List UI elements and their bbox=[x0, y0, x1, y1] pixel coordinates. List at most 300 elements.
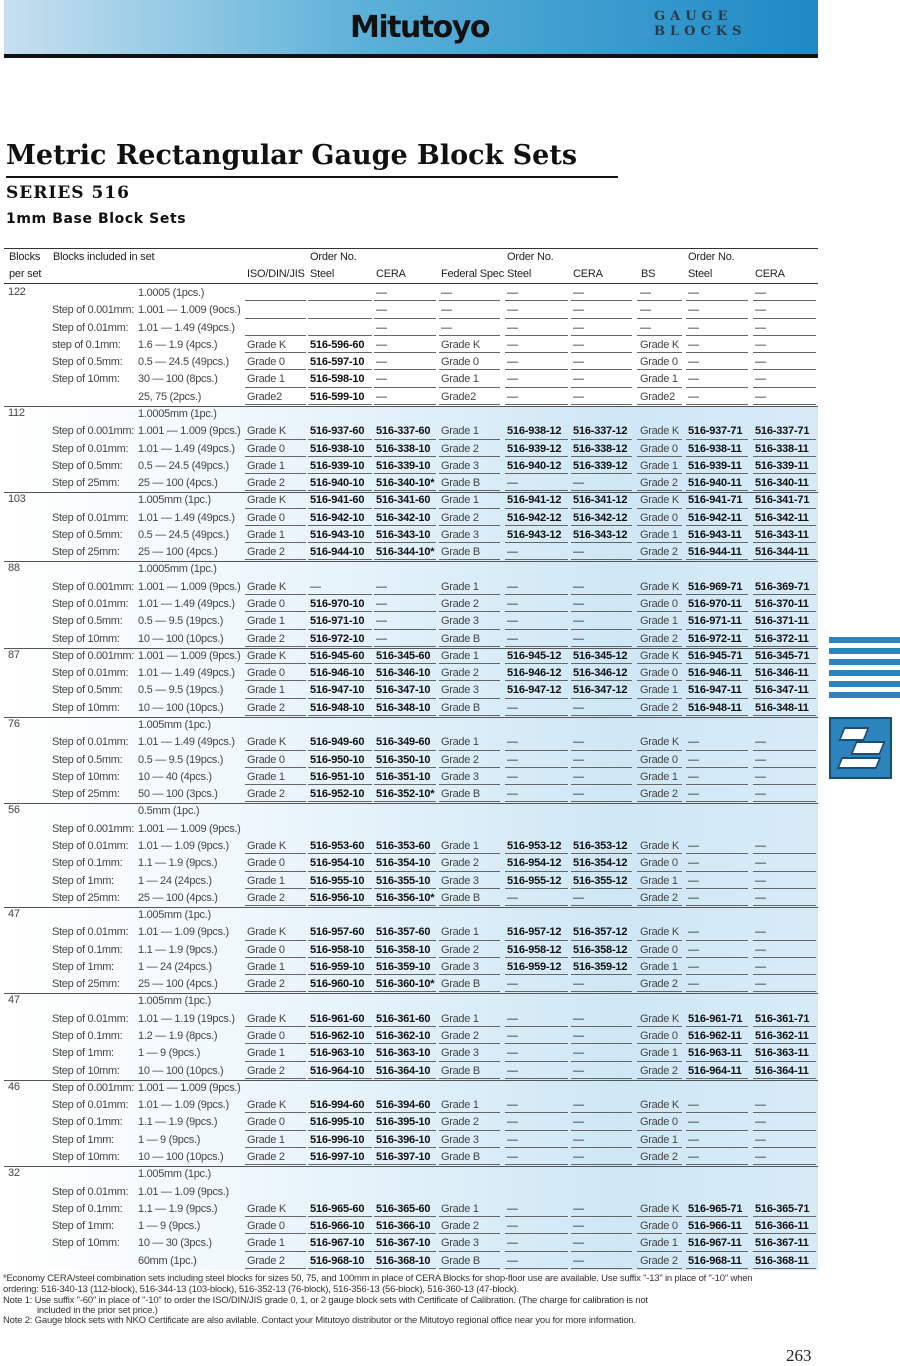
cell-underline bbox=[439, 1147, 500, 1148]
cell-underline bbox=[439, 611, 500, 612]
table-cell: 516-959-10 bbox=[310, 960, 365, 973]
footnote-economy: *Economy CERA/steel combination sets including steel blocks for sizes 50, 75, and 100mm in place of CERA Blocks for shop-floor use are available. Use suffix "-13" in place of "-10" when bbox=[3, 1273, 753, 1284]
table-cell: Grade 1 bbox=[441, 1202, 479, 1215]
table-cell: 516-364-11 bbox=[755, 1064, 809, 1077]
cell-underline bbox=[245, 1130, 306, 1131]
cell-underline bbox=[686, 1216, 748, 1217]
group-separator bbox=[4, 907, 818, 908]
cell-underline bbox=[245, 784, 306, 785]
cell-underline bbox=[637, 1233, 682, 1234]
table-cell: Grade 2 bbox=[640, 978, 678, 991]
table-cell: Grade K bbox=[247, 736, 286, 749]
table-cell: Grade 1 bbox=[441, 373, 479, 386]
table-cell: Grade 0 bbox=[247, 667, 285, 680]
cell-underline bbox=[686, 439, 748, 440]
table-cell: Step of 0.01mm: bbox=[52, 839, 129, 852]
table-cell: — bbox=[507, 891, 518, 904]
cell-underline bbox=[374, 352, 436, 353]
cell-underline bbox=[439, 508, 500, 509]
table-cell: 1.001 — 1.009 (9pcs.) bbox=[138, 425, 241, 438]
cell-underline bbox=[637, 888, 682, 889]
table-cell: — bbox=[573, 1237, 584, 1250]
cell-underline bbox=[308, 871, 372, 872]
table-cell: — bbox=[441, 287, 452, 299]
table-cell: — bbox=[755, 321, 766, 334]
cell-underline bbox=[571, 1026, 632, 1027]
cell-underline bbox=[245, 1112, 306, 1113]
subtitle: 1mm Base Block Sets bbox=[6, 211, 187, 227]
table-cell: Step of 25mm: bbox=[52, 546, 120, 559]
table-cell: — bbox=[688, 356, 699, 369]
table-cell: 516-953-12 bbox=[507, 839, 562, 852]
table-cell: Grade 0 bbox=[640, 356, 678, 369]
cell-underline bbox=[753, 1078, 816, 1079]
cell-underline bbox=[686, 871, 748, 872]
header-federal-spec: Federal Spec bbox=[441, 268, 505, 280]
table-cell: Step of 0.01mm: bbox=[52, 926, 129, 939]
blocks-per-set-count: 103 bbox=[8, 493, 26, 506]
cell-underline bbox=[374, 784, 436, 785]
cell-underline bbox=[245, 473, 306, 474]
cell-underline bbox=[308, 784, 372, 785]
table-cell: 1.01 — 1.49 (49pcs.) bbox=[138, 442, 235, 455]
cell-underline bbox=[753, 1233, 816, 1234]
table-cell: Grade 0 bbox=[640, 1220, 678, 1233]
cell-underline bbox=[439, 594, 500, 595]
table-cell: — bbox=[507, 788, 518, 801]
header-cera-bs: CERA bbox=[755, 268, 785, 280]
cell-underline bbox=[571, 369, 632, 370]
cell-underline bbox=[245, 525, 306, 526]
table-cell: Grade B bbox=[441, 1064, 480, 1077]
cell-underline bbox=[686, 974, 748, 975]
table-cell: Grade 2 bbox=[640, 546, 678, 559]
table-cell: — bbox=[688, 287, 699, 299]
table-cell: 516-971-10 bbox=[310, 615, 365, 628]
table-cell: 516-942-12 bbox=[507, 511, 562, 524]
table-cell: Grade 2 bbox=[247, 1151, 285, 1163]
table-cell: — bbox=[573, 304, 584, 317]
cell-underline bbox=[686, 1130, 748, 1131]
table-cell: Grade B bbox=[441, 546, 480, 559]
cell-underline bbox=[753, 594, 816, 595]
cell-underline bbox=[308, 957, 372, 958]
table-cell: Grade 2 bbox=[247, 546, 285, 559]
table-cell: 516-947-12 bbox=[507, 684, 562, 697]
cell-underline bbox=[308, 559, 372, 560]
table-cell: 516-371-11 bbox=[755, 615, 809, 628]
table-cell: 516-361-60 bbox=[376, 1012, 431, 1025]
cell-underline bbox=[308, 490, 372, 491]
cell-underline bbox=[637, 369, 682, 370]
table-cell: 516-350-10 bbox=[376, 753, 431, 766]
cell-underline bbox=[374, 715, 436, 716]
cell-underline bbox=[686, 663, 748, 664]
table-cell: Grade 3 bbox=[441, 960, 479, 973]
cell-underline bbox=[374, 439, 436, 440]
cell-underline bbox=[308, 715, 372, 716]
cell-underline bbox=[753, 957, 816, 958]
table-cell: 516-347-12 bbox=[573, 684, 628, 697]
table-cell: 516-968-11 bbox=[688, 1254, 742, 1267]
cell-underline bbox=[571, 1061, 632, 1062]
table-cell: 516-367-10 bbox=[376, 1237, 431, 1250]
table-cell: 1.005mm (1pc.) bbox=[138, 909, 211, 922]
cell-underline bbox=[374, 991, 436, 992]
cell-underline bbox=[753, 646, 816, 647]
table-cell: 1.001 — 1.009 (9pcs.) bbox=[138, 649, 241, 662]
table-cell: 516-341-60 bbox=[376, 494, 431, 507]
cell-underline bbox=[571, 490, 632, 491]
cell-underline bbox=[686, 1251, 748, 1252]
cell-underline bbox=[245, 1233, 306, 1234]
table-cell: — bbox=[376, 632, 387, 645]
header-banner bbox=[4, 0, 818, 58]
table-cell: 1.1 — 1.9 (9pcs.) bbox=[138, 857, 218, 870]
table-cell: Grade 2 bbox=[640, 891, 678, 904]
table-cell: 516-947-11 bbox=[688, 684, 742, 697]
blocks-per-set-count: 46 bbox=[8, 1080, 20, 1093]
cell-underline bbox=[245, 542, 306, 543]
table-cell: Step of 1mm: bbox=[52, 960, 114, 973]
table-cell: Grade 2 bbox=[441, 667, 479, 680]
cell-underline bbox=[439, 1112, 500, 1113]
cell-underline bbox=[439, 680, 500, 681]
table-cell: 516-345-60 bbox=[376, 649, 431, 662]
cell-underline bbox=[308, 300, 372, 301]
cell-underline bbox=[686, 784, 748, 785]
cell-underline bbox=[753, 404, 816, 405]
table-cell: 516-337-71 bbox=[755, 425, 810, 438]
table-cell: — bbox=[573, 1254, 584, 1267]
cell-underline bbox=[753, 542, 816, 543]
cell-underline bbox=[439, 456, 500, 457]
cell-underline bbox=[753, 318, 816, 319]
cell-underline bbox=[686, 957, 748, 958]
table-cell: 516-339-10 bbox=[376, 459, 431, 472]
table-cell: — bbox=[573, 1012, 584, 1025]
header-bs: BS bbox=[641, 268, 656, 280]
table-cell: — bbox=[376, 356, 387, 369]
cell-underline bbox=[686, 559, 748, 560]
cell-underline bbox=[505, 387, 568, 388]
table-cell: 516-347-10 bbox=[376, 684, 431, 697]
cell-underline bbox=[571, 525, 632, 526]
cell-underline bbox=[505, 871, 568, 872]
cell-underline bbox=[505, 680, 568, 681]
table-cell: Grade 1 bbox=[247, 615, 285, 628]
table-cell: Grade 1 bbox=[247, 684, 285, 697]
table-cell: Grade2 bbox=[441, 390, 476, 403]
table-cell: Grade 0 bbox=[640, 598, 678, 611]
table-cell: — bbox=[573, 598, 584, 611]
table-cell: — bbox=[507, 304, 518, 317]
table-cell: 516-395-10 bbox=[376, 1116, 431, 1129]
cell-underline bbox=[308, 888, 372, 889]
cell-underline bbox=[637, 698, 682, 699]
cell-underline bbox=[686, 801, 748, 802]
cell-underline bbox=[686, 542, 748, 543]
cell-underline bbox=[505, 439, 568, 440]
cell-underline bbox=[245, 750, 306, 751]
cell-underline bbox=[439, 1233, 500, 1234]
table-cell: Grade 2 bbox=[640, 477, 678, 490]
table-cell: 516-354-12 bbox=[573, 857, 628, 870]
table-cell: 516-962-11 bbox=[688, 1030, 742, 1043]
cell-underline bbox=[439, 871, 500, 872]
header-cera-federal: CERA bbox=[573, 268, 603, 280]
table-cell: 516-945-12 bbox=[507, 649, 562, 662]
table-cell: 516-939-11 bbox=[688, 459, 742, 472]
section-tag: GAUGE BLOCKS bbox=[654, 9, 747, 39]
cell-underline bbox=[571, 646, 632, 647]
cell-underline bbox=[686, 646, 748, 647]
table-cell: 516-363-10 bbox=[376, 1047, 431, 1060]
table-cell: 516-966-11 bbox=[688, 1220, 742, 1233]
group-separator bbox=[4, 492, 818, 493]
table-cell: 516-394-60 bbox=[376, 1099, 431, 1112]
table-cell: 1 — 24 (24pcs.) bbox=[138, 874, 212, 887]
cell-underline bbox=[637, 542, 682, 543]
table-cell: Grade 0 bbox=[247, 1220, 285, 1233]
table-cell: — bbox=[755, 788, 766, 801]
table-cell: 516-956-10 bbox=[310, 891, 365, 904]
cell-underline bbox=[245, 335, 306, 336]
cell-underline bbox=[245, 663, 306, 664]
cell-underline bbox=[374, 559, 436, 560]
cell-underline bbox=[245, 767, 306, 768]
cell-underline bbox=[753, 1061, 816, 1062]
table-cell: 1.005mm (1pc.) bbox=[138, 719, 211, 731]
table-cell: 516-938-10 bbox=[310, 442, 365, 455]
table-cell: 516-347-11 bbox=[755, 684, 809, 697]
table-cell: — bbox=[573, 1202, 584, 1215]
table-cell: 516-946-10 bbox=[310, 667, 365, 680]
cell-underline bbox=[637, 611, 682, 612]
table-cell: 516-957-12 bbox=[507, 926, 562, 939]
table-header-rule-top bbox=[4, 248, 818, 249]
table-cell: 516-344-10* bbox=[376, 546, 435, 559]
table-cell: Grade 2 bbox=[441, 857, 479, 870]
table-cell: — bbox=[755, 770, 766, 783]
cell-underline bbox=[753, 991, 816, 992]
table-cell: 516-397-10 bbox=[376, 1151, 431, 1163]
table-cell: Grade K bbox=[247, 649, 286, 662]
table-cell: Grade 1 bbox=[640, 684, 678, 697]
table-cell: 516-353-60 bbox=[376, 839, 431, 852]
table-cell: Step of 0.1mm: bbox=[52, 1116, 123, 1129]
table-cell: — bbox=[573, 1047, 584, 1060]
table-cell: Step of 25mm: bbox=[52, 788, 120, 801]
cell-underline bbox=[439, 439, 500, 440]
table-cell: — bbox=[755, 1133, 766, 1146]
table-header-rule-bottom bbox=[4, 283, 818, 284]
cell-underline bbox=[571, 853, 632, 854]
cell-underline bbox=[374, 905, 436, 906]
cell-underline bbox=[637, 1061, 682, 1062]
table-cell: — bbox=[755, 304, 766, 317]
cell-underline bbox=[753, 559, 816, 560]
cell-underline bbox=[686, 767, 748, 768]
table-cell: 516-952-10 bbox=[310, 788, 365, 801]
table-cell: — bbox=[507, 287, 518, 299]
cell-underline bbox=[308, 1216, 372, 1217]
cell-underline bbox=[439, 629, 500, 630]
table-cell: 516-598-10 bbox=[310, 373, 365, 386]
cell-underline bbox=[374, 1043, 436, 1044]
cell-underline bbox=[637, 387, 682, 388]
table-cell: 516-941-71 bbox=[688, 494, 743, 507]
group-separator bbox=[4, 561, 818, 562]
cell-underline bbox=[245, 439, 306, 440]
cell-underline bbox=[308, 1164, 372, 1165]
cell-underline bbox=[505, 784, 568, 785]
cell-underline bbox=[374, 1233, 436, 1234]
cell-underline bbox=[753, 352, 816, 353]
cell-underline bbox=[308, 663, 372, 664]
table-cell: Step of 0.01mm: bbox=[52, 1012, 129, 1025]
cell-underline bbox=[686, 715, 748, 716]
group-separator bbox=[4, 717, 818, 718]
cell-underline bbox=[637, 629, 682, 630]
table-cell: — bbox=[507, 321, 518, 334]
table-cell: 516-940-12 bbox=[507, 459, 562, 472]
cell-underline bbox=[637, 1251, 682, 1252]
table-cell: 516-959-12 bbox=[507, 960, 562, 973]
table-cell: — bbox=[688, 304, 699, 317]
cell-underline bbox=[505, 698, 568, 699]
cell-underline bbox=[571, 439, 632, 440]
cell-underline bbox=[637, 525, 682, 526]
table-cell: 30 — 100 (8pcs.) bbox=[138, 373, 218, 386]
cell-underline bbox=[637, 957, 682, 958]
cell-underline bbox=[505, 853, 568, 854]
cell-underline bbox=[571, 750, 632, 751]
cell-underline bbox=[374, 490, 436, 491]
cell-underline bbox=[571, 1268, 632, 1269]
table-cell: 516-958-12 bbox=[507, 943, 562, 956]
table-cell: Grade 0 bbox=[247, 511, 285, 524]
cell-underline bbox=[686, 473, 748, 474]
cell-underline bbox=[637, 473, 682, 474]
cell-underline bbox=[245, 698, 306, 699]
table-cell: 516-938-12 bbox=[507, 425, 562, 438]
cell-underline bbox=[245, 940, 306, 941]
cell-underline bbox=[637, 594, 682, 595]
table-cell: 25, 75 (2pcs.) bbox=[138, 390, 202, 403]
table-cell: 1.01 — 1.09 (9pcs.) bbox=[138, 926, 229, 939]
cell-underline bbox=[245, 629, 306, 630]
cell-underline bbox=[571, 957, 632, 958]
cell-underline bbox=[439, 300, 500, 301]
table-cell: — bbox=[755, 390, 766, 403]
cell-underline bbox=[308, 1078, 372, 1079]
table-cell: 1.001 — 1.009 (9pcs.) bbox=[138, 1081, 241, 1094]
cell-underline bbox=[374, 594, 436, 595]
table-cell: — bbox=[376, 598, 387, 611]
table-cell: 1.005mm (1pc.) bbox=[138, 494, 211, 507]
table-cell: — bbox=[507, 1012, 518, 1025]
cell-underline bbox=[505, 974, 568, 975]
cell-underline bbox=[637, 559, 682, 560]
table-cell: 60mm (1pc.) bbox=[138, 1254, 197, 1267]
cell-underline bbox=[637, 318, 682, 319]
table-cell: — bbox=[755, 753, 766, 766]
table-cell: Grade 2 bbox=[247, 978, 285, 991]
cell-underline bbox=[686, 853, 748, 854]
cell-underline bbox=[686, 318, 748, 319]
cell-underline bbox=[374, 387, 436, 388]
table-cell: 516-370-11 bbox=[755, 598, 809, 611]
table-cell: Step of 10mm: bbox=[52, 701, 120, 714]
table-cell: Grade 2 bbox=[247, 632, 285, 645]
cell-underline bbox=[686, 525, 748, 526]
table-cell: 0.5 — 24.5 (49pcs.) bbox=[138, 459, 229, 472]
table-cell: Step of 0.01mm: bbox=[52, 736, 129, 749]
table-cell: Step of 0.5mm: bbox=[52, 615, 123, 628]
table-cell: Grade 0 bbox=[640, 753, 678, 766]
table-cell: Step of 0.5mm: bbox=[52, 459, 123, 472]
group-separator bbox=[4, 648, 818, 649]
cell-underline bbox=[308, 473, 372, 474]
table-cell: — bbox=[573, 978, 584, 991]
table-cell: Grade 1 bbox=[640, 770, 678, 783]
table-cell: Grade 0 bbox=[247, 356, 285, 369]
cell-underline bbox=[308, 508, 372, 509]
table-cell: 516-940-11 bbox=[688, 477, 742, 490]
table-cell: 1 — 9 (9pcs.) bbox=[138, 1133, 201, 1146]
table-cell: 1.01 — 1.49 (49pcs.) bbox=[138, 598, 235, 611]
cell-underline bbox=[571, 698, 632, 699]
table-cell: Grade 2 bbox=[247, 477, 285, 490]
cell-underline bbox=[374, 1061, 436, 1062]
table-cell: Grade 2 bbox=[247, 891, 285, 904]
table-cell: — bbox=[688, 338, 699, 351]
cell-underline bbox=[374, 473, 436, 474]
table-cell: 516-396-10 bbox=[376, 1133, 431, 1146]
table-cell: 516-966-10 bbox=[310, 1220, 365, 1233]
cell-underline bbox=[308, 1130, 372, 1131]
table-cell: 516-963-10 bbox=[310, 1047, 365, 1060]
cell-underline bbox=[753, 1251, 816, 1252]
table-cell: 516-961-60 bbox=[310, 1012, 365, 1025]
table-cell: 516-355-12 bbox=[573, 874, 628, 887]
cell-underline bbox=[505, 490, 568, 491]
cell-underline bbox=[686, 940, 748, 941]
table-cell: Step of 1mm: bbox=[52, 1047, 114, 1060]
table-cell: Grade 2 bbox=[441, 1220, 479, 1233]
table-cell: Grade 1 bbox=[640, 528, 678, 541]
table-cell: Grade 3 bbox=[441, 770, 479, 783]
table-cell: Step of 0.5mm: bbox=[52, 356, 123, 369]
table-cell: 516-365-60 bbox=[376, 1202, 431, 1215]
cell-underline bbox=[308, 1268, 372, 1269]
table-cell: Step of 25mm: bbox=[52, 978, 120, 991]
cell-underline bbox=[571, 404, 632, 405]
table-cell: 516-940-10 bbox=[310, 477, 365, 490]
table-cell: Step of 0.01mm: bbox=[52, 511, 129, 524]
table-cell: Grade 2 bbox=[247, 1064, 285, 1077]
cell-underline bbox=[753, 680, 816, 681]
table-cell: — bbox=[376, 373, 387, 386]
table-cell: — bbox=[688, 390, 699, 403]
table-cell: 516-945-71 bbox=[688, 649, 743, 662]
cell-underline bbox=[439, 888, 500, 889]
table-cell: — bbox=[688, 960, 699, 973]
table-cell: 516-365-71 bbox=[755, 1202, 810, 1215]
table-cell: 516-970-10 bbox=[310, 598, 365, 611]
cell-underline bbox=[308, 369, 372, 370]
